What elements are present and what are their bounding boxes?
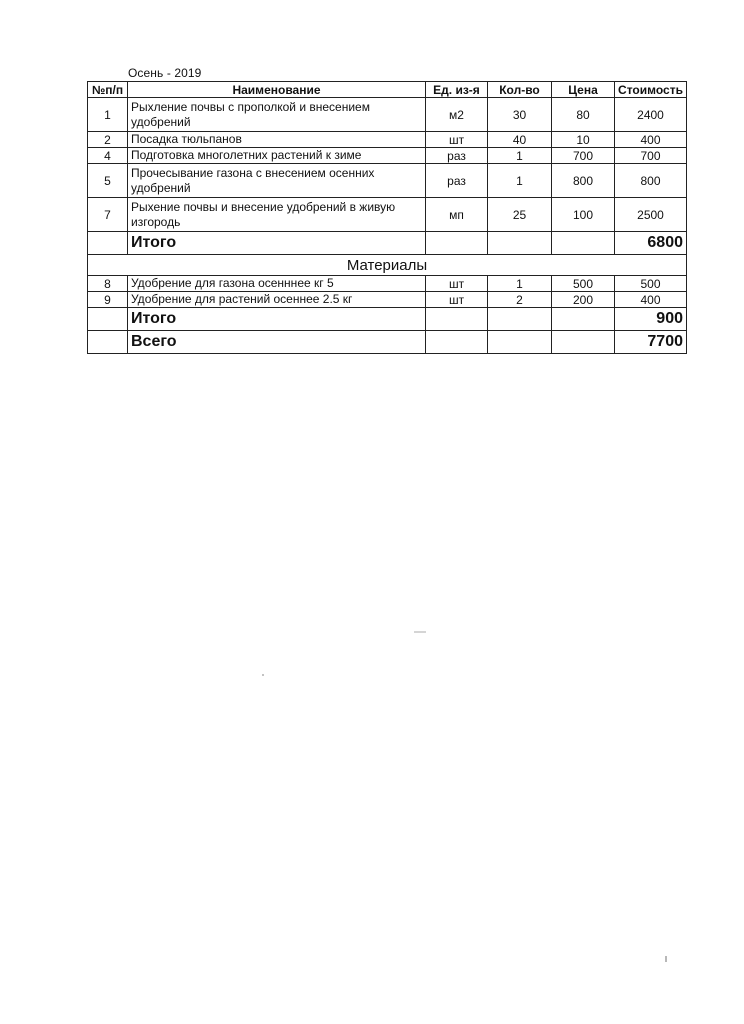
works-total-row (88, 232, 687, 255)
table-row (88, 98, 687, 132)
scan-speck (414, 631, 426, 633)
row-price: 200 (552, 292, 615, 308)
table-row (88, 148, 687, 164)
row-no: 5 (88, 164, 128, 198)
row-cost: 400 (615, 132, 687, 148)
row-price: 10 (552, 132, 615, 148)
works-total-value: 6800 (615, 232, 687, 255)
grand-total-label: Всего (128, 331, 426, 354)
row-no: 2 (88, 132, 128, 148)
scan-speck (262, 674, 264, 676)
empty-cell (426, 232, 488, 255)
row-qty: 1 (488, 164, 552, 198)
empty-cell (552, 331, 615, 354)
materials-total-value: 900 (615, 308, 687, 331)
works-total-label: Итого (128, 232, 426, 255)
table-header-row (88, 82, 687, 98)
header-qty: Кол-во (488, 82, 552, 98)
row-qty: 2 (488, 292, 552, 308)
scan-speck (665, 956, 667, 962)
row-cost: 2500 (615, 198, 687, 232)
row-qty: 1 (488, 148, 552, 164)
row-unit: мп (426, 198, 488, 232)
row-price: 100 (552, 198, 615, 232)
row-name: Подготовка многолетних растений к зиме (128, 148, 426, 164)
row-no: 8 (88, 276, 128, 292)
row-name: Удобрение для растений осеннее 2.5 кг (128, 292, 426, 308)
row-no: 7 (88, 198, 128, 232)
empty-cell (488, 232, 552, 255)
grand-total-value: 7700 (615, 331, 687, 354)
row-unit: шт (426, 132, 488, 148)
row-price: 800 (552, 164, 615, 198)
grand-total-row (88, 331, 687, 354)
row-cost: 400 (615, 292, 687, 308)
empty-cell (552, 308, 615, 331)
empty-cell (88, 331, 128, 354)
row-price: 700 (552, 148, 615, 164)
row-cost: 700 (615, 148, 687, 164)
row-no: 4 (88, 148, 128, 164)
row-no: 1 (88, 98, 128, 132)
row-qty: 30 (488, 98, 552, 132)
header-name: Наименование (128, 82, 426, 98)
header-no: №п/п (88, 82, 128, 98)
row-qty: 40 (488, 132, 552, 148)
row-cost: 800 (615, 164, 687, 198)
row-name: Удобрение для газона осенннее кг 5 (128, 276, 426, 292)
table-row (88, 198, 687, 232)
row-name: Прочесывание газона с внесением осенних удобрений (128, 164, 426, 198)
row-unit: раз (426, 148, 488, 164)
materials-total-label: Итого (128, 308, 426, 331)
table-row (88, 132, 687, 148)
empty-cell (88, 308, 128, 331)
estimate-table (87, 81, 687, 354)
row-name: Рыхление почвы с прополкой и внесением удобрений (128, 98, 426, 132)
empty-cell (426, 331, 488, 354)
document-caption: Осень - 2019 (128, 66, 202, 80)
empty-cell (488, 308, 552, 331)
row-name: Посадка тюльпанов (128, 132, 426, 148)
row-price: 500 (552, 276, 615, 292)
row-cost: 2400 (615, 98, 687, 132)
empty-cell (426, 308, 488, 331)
table-row (88, 276, 687, 292)
header-price: Цена (552, 82, 615, 98)
empty-cell (552, 232, 615, 255)
materials-section-title: Материалы (88, 255, 687, 276)
row-name: Рыхение почвы и внесение удобрений в живую изгородь (128, 198, 426, 232)
empty-cell (88, 232, 128, 255)
header-unit: Ед. из-я (426, 82, 488, 98)
materials-total-row (88, 308, 687, 331)
table-row (88, 292, 687, 308)
row-unit: шт (426, 276, 488, 292)
row-no: 9 (88, 292, 128, 308)
materials-section-row (88, 255, 687, 276)
row-unit: шт (426, 292, 488, 308)
header-cost: Стоимость (615, 82, 687, 98)
row-qty: 25 (488, 198, 552, 232)
row-price: 80 (552, 98, 615, 132)
empty-cell (488, 331, 552, 354)
row-qty: 1 (488, 276, 552, 292)
table-row (88, 164, 687, 198)
row-unit: м2 (426, 98, 488, 132)
row-cost: 500 (615, 276, 687, 292)
row-unit: раз (426, 164, 488, 198)
